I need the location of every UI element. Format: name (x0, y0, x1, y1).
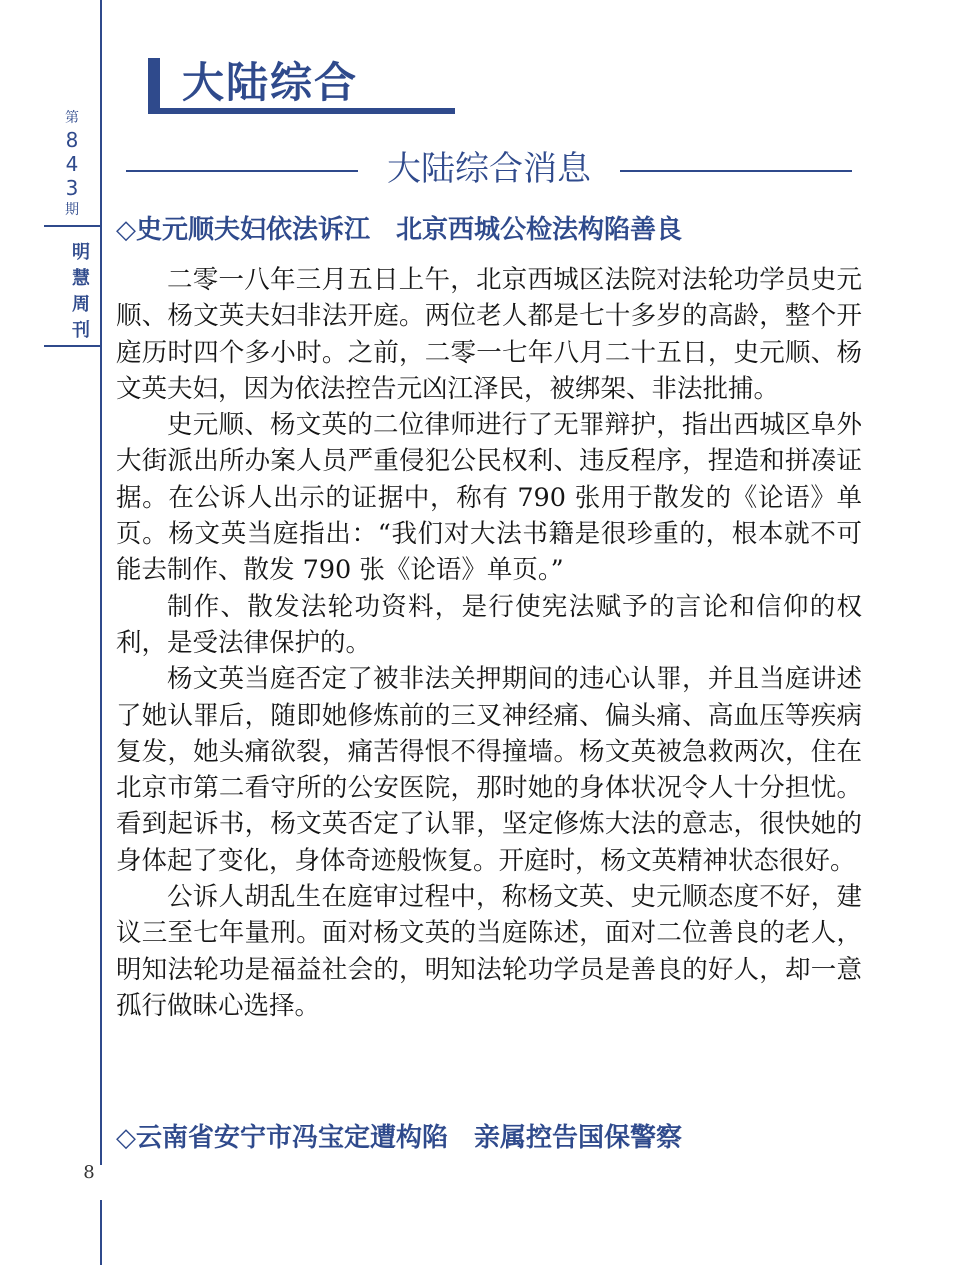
article-heading: ◇史元顺夫妇依法诉江 北京西城公检法构陷善良 (116, 215, 682, 245)
page-number: 8 (83, 1162, 95, 1183)
article-heading: ◇云南省安宁市冯宝定遭构陷 亲属控告国保警察 (116, 1123, 682, 1153)
article-body (116, 262, 862, 1024)
issue-digit: 3 (65, 176, 79, 200)
sidebar-divider (44, 225, 100, 227)
paragraph: 史元顺、杨文英的二位律师进行了无罪辩护，指出西城区阜外大街派出所办案人员严重侵犯公民权利、违反程序，捏造和拼凑证据。在公诉人出示的证据中，称有 790 张用于散发的《论语》单页。杨文英当庭指出：“我们对大法书籍是很珍重的，根本就不可能去制作、散发 790 张《论语》单页。” (116, 410, 862, 586)
publication-char: 刊 (72, 320, 90, 341)
section-underline (148, 108, 455, 114)
subsection-title: 大陆综合消息 (387, 149, 591, 189)
publication-char: 周 (72, 294, 90, 315)
publication-char: 慧 (72, 268, 90, 289)
publication-char: 明 (72, 242, 90, 263)
section-title: 大陆综合 (182, 58, 359, 107)
paragraph: 制作、散发法轮功资料，是行使宪法赋予的言论和信仰的权利，是受法律保护的。 (116, 591, 862, 658)
publication-name (68, 240, 94, 344)
paragraph: 杨文英当庭否定了被非法关押期间的违心认罪，并且当庭讲述了她认罪后，随即她修炼前的三叉神经痛、偏头痛、高血压等疾病复发，她头痛欲裂，痛苦得恨不得撞墙。杨文英被急救两次，住在北京市第二看守所的公安医院，那时她的身体状况令人十分担忧。看到起诉书，杨文英否定了认罪，坚定修炼大法的意志，很快她的身体起了变化，身体奇迹般恢复。开庭时，杨文英精神状态很好。 (116, 664, 862, 876)
subtitle-rule-left (126, 170, 358, 172)
margin-rule-bottom (100, 1200, 102, 1265)
issue-suffix: 期 (65, 202, 79, 218)
issue-digit: 4 (65, 152, 79, 176)
subtitle-rule-right (620, 170, 852, 172)
issue-digit: 8 (65, 128, 79, 152)
section-marker (148, 58, 160, 112)
paragraph: 二零一八年三月五日上午，北京西城区法院对法轮功学员史元顺、杨文英夫妇非法开庭。两位老人都是七十多岁的高龄，整个开庭历时四个多小时。之前，二零一七年八月二十五日，史元顺、杨文英夫妇，因为依法控告元凶江泽民，被绑架、非法批捕。 (116, 265, 862, 404)
issue-prefix: 第 (65, 110, 79, 126)
issue-number (44, 108, 100, 220)
margin-rule-top (100, 0, 102, 1165)
sidebar-divider (44, 345, 100, 347)
paragraph: 公诉人胡乱生在庭审过程中，称杨文英、史元顺态度不好，建议三至七年量刑。面对杨文英的当庭陈述，面对二位善良的老人，明知法轮功是福益社会的，明知法轮功学员是善良的好人，却一意孤行做昧心选择。 (116, 882, 862, 1021)
